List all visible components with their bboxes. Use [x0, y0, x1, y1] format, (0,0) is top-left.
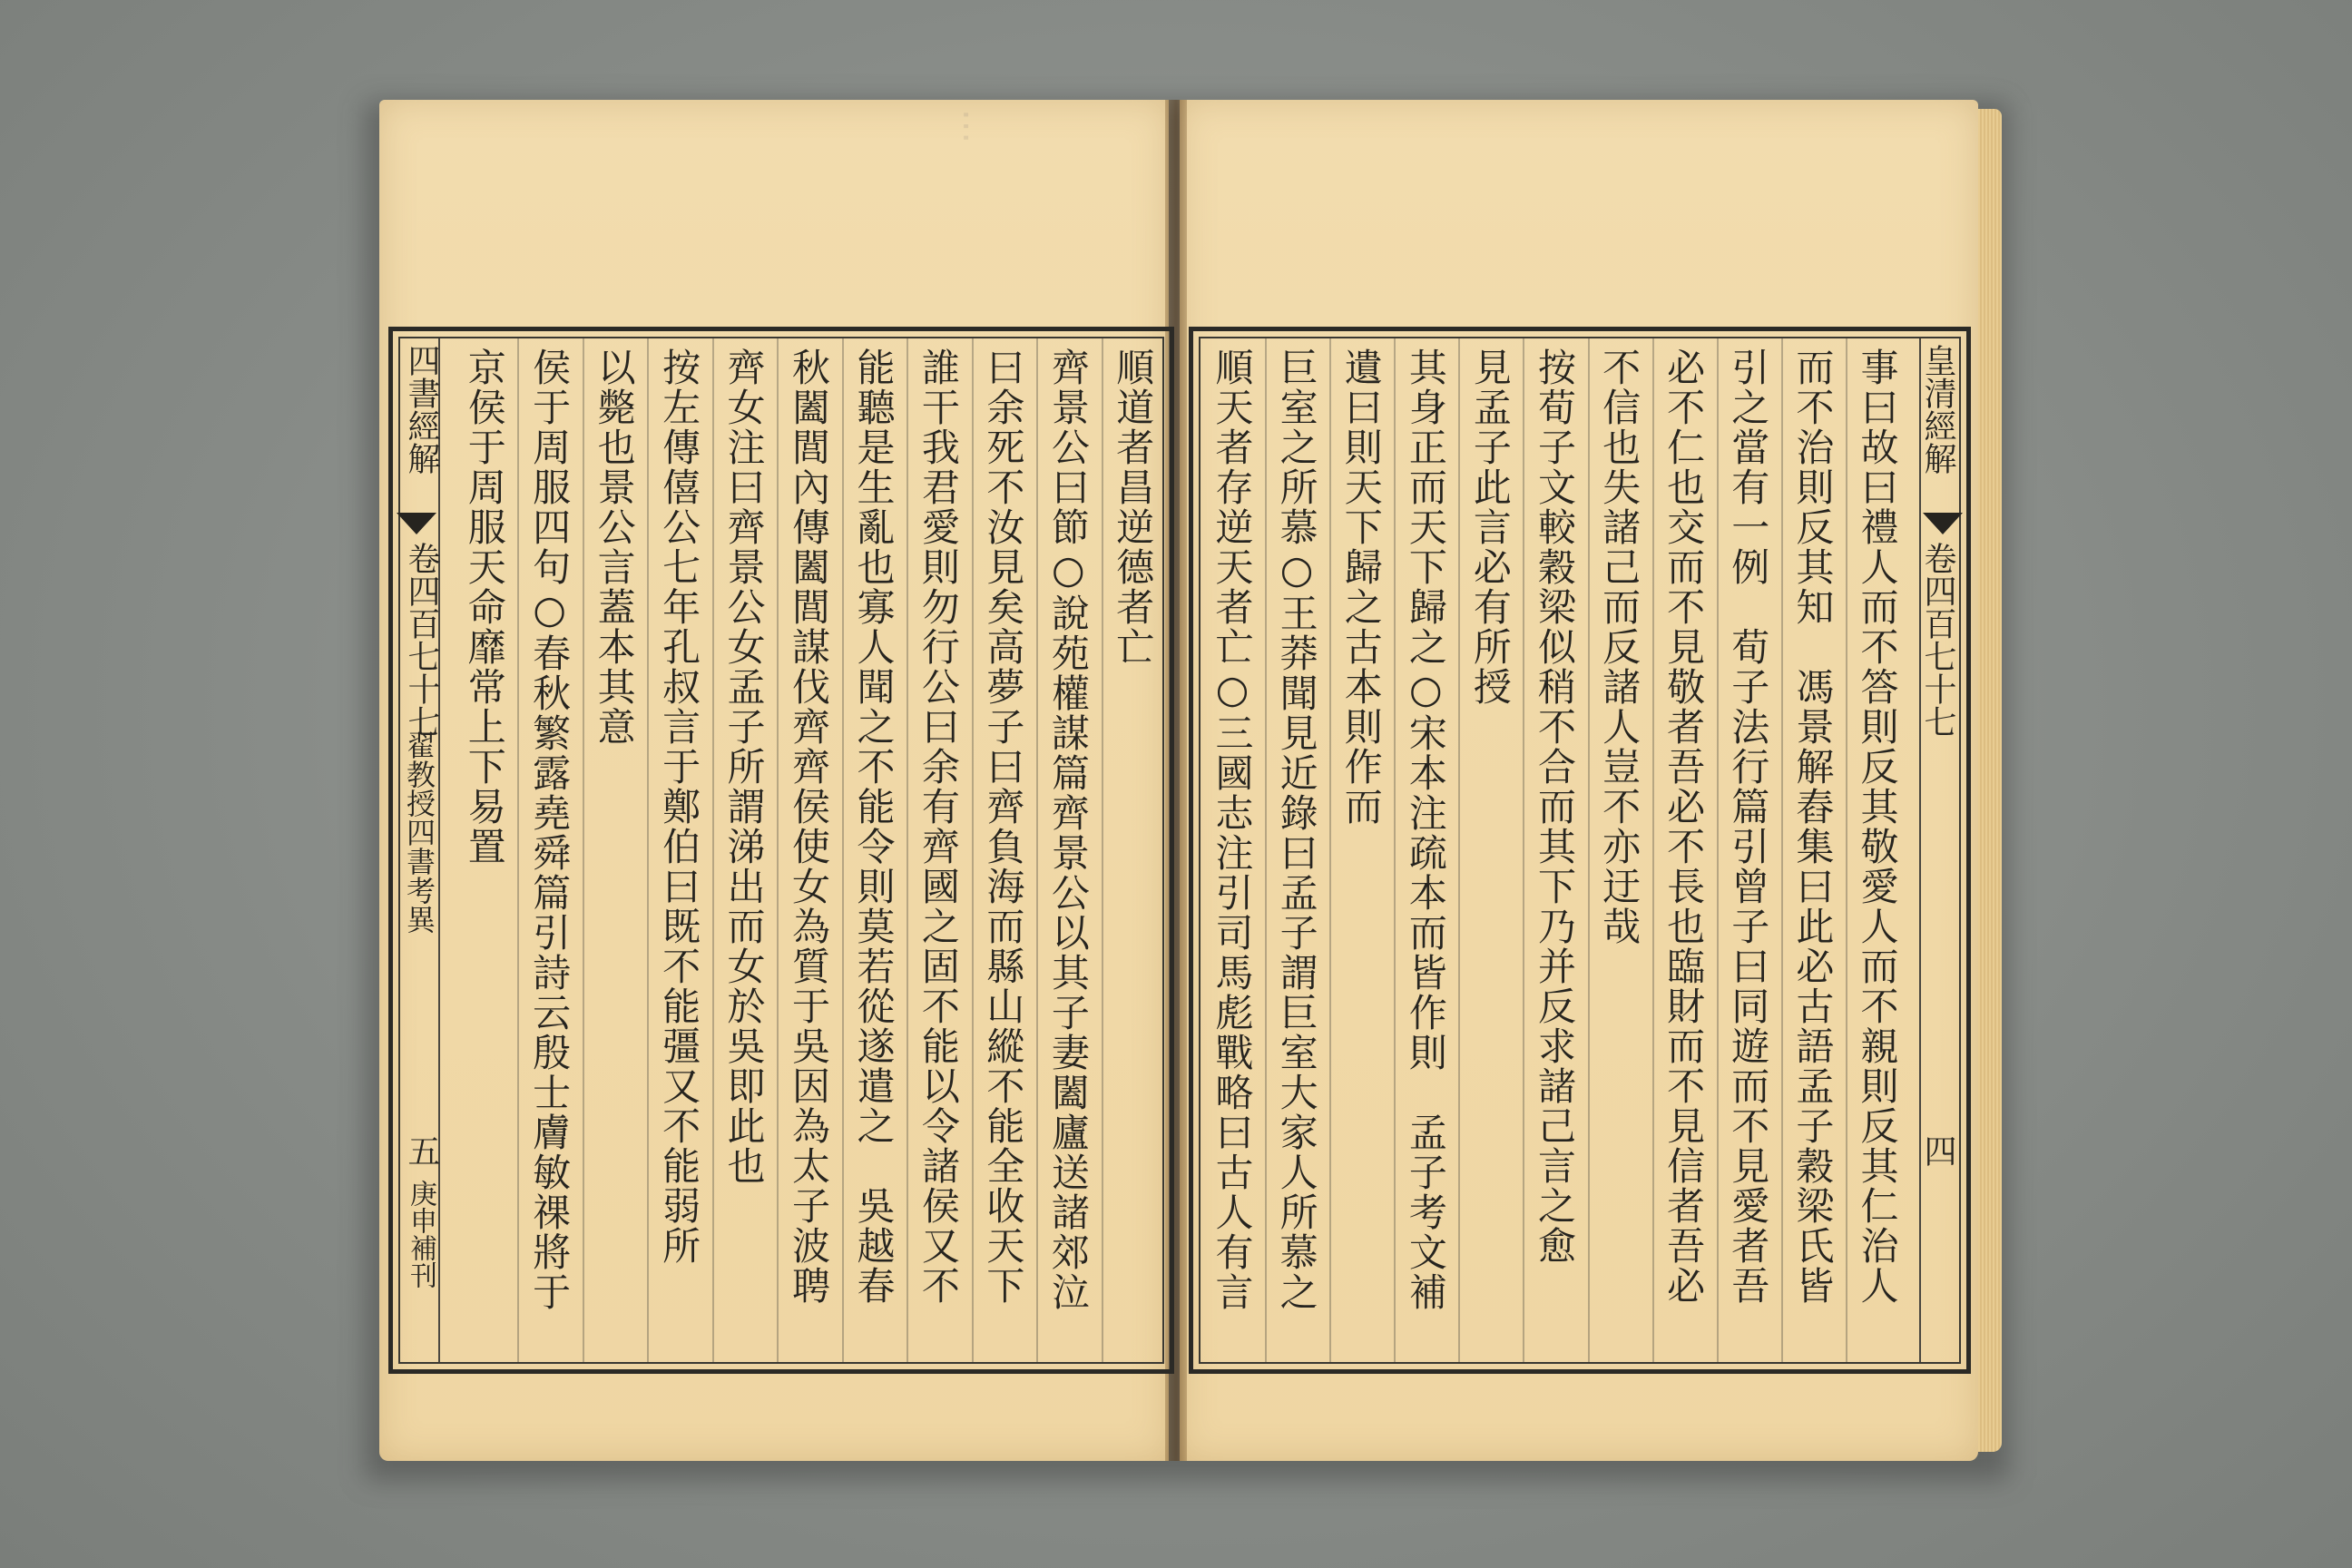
- column-rule: [1102, 338, 1103, 1362]
- banxin-volume: 卷四百七十七: [403, 542, 440, 738]
- column-rule: [1652, 338, 1654, 1362]
- column-rule: [1846, 338, 1847, 1362]
- text-column: 順天者存逆天者亡○三國志注引司馬彪戰略曰古人有言: [1210, 348, 1255, 1312]
- column-rule: [972, 338, 974, 1362]
- right-text-frame: [1189, 327, 1971, 1374]
- text-column: 誰干我君愛則勿行公曰余有齊國之固不能以令諸侯又不: [916, 348, 961, 1306]
- column-rule: [906, 338, 908, 1362]
- text-column: 以斃也景公言蓋本其意: [592, 348, 637, 747]
- column-rule: [517, 338, 519, 1362]
- column-rule: [1036, 338, 1038, 1362]
- text-column: 事曰故曰禮人而不答則反其敬愛人而不親則反其仁治人: [1855, 348, 1900, 1306]
- text-column: 順道者昌逆德者亡: [1111, 348, 1156, 667]
- bleed-through-marks: ‧‧‧: [944, 109, 985, 144]
- text-column: 必不仁也交而不見敬者吾必不長也臨財而不見信者吾必: [1661, 348, 1707, 1306]
- column-rule: [1588, 338, 1590, 1362]
- banxin-author: 翟教授四書考異: [402, 730, 436, 934]
- banxin-title: 四書經解: [403, 344, 440, 475]
- banxin-leaf-number: 五: [403, 1134, 440, 1167]
- column-rule: [777, 338, 779, 1362]
- column-rule: [1394, 338, 1396, 1362]
- left-text-frame: [388, 327, 1174, 1374]
- text-column: 侯于周服四句○春秋繁露堯舜篇引詩云殷士膚敏祼將于: [527, 348, 573, 1312]
- column-rule: [1265, 338, 1267, 1362]
- column-rule: [842, 338, 844, 1362]
- text-column: 京侯于周服天命靡常上下易置: [462, 348, 507, 867]
- text-column: 見孟子此言必有所授: [1467, 348, 1513, 707]
- column-rule: [1329, 338, 1331, 1362]
- text-column: 按荀子文較穀梁似稍不合而其下乃并反求諸己言之愈: [1533, 348, 1577, 1266]
- text-column: 能聽是生亂也寡人聞之不能令則莫若從遂遣之 吳越春: [851, 348, 897, 1306]
- column-rule: [1458, 338, 1460, 1362]
- column-rule: [1781, 338, 1783, 1362]
- text-column: 按左傳僖公七年孔叔言于鄭伯曰既不能彊又不能弱所: [657, 348, 702, 1266]
- column-rule: [583, 338, 584, 1362]
- banxin-edition: 庚申補刊: [405, 1180, 436, 1289]
- fish-tail-mark-right: [1923, 513, 1963, 534]
- banxin-rule-right: [1919, 338, 1921, 1362]
- text-column: 遺曰則天下歸之古本則作而: [1338, 348, 1384, 827]
- text-column: 曰余死不汝見矣高夢子曰齊負海而縣山縱不能全收天下: [981, 348, 1026, 1306]
- text-column: 巨室之所慕○王莽聞見近錄曰孟子謂巨室大家人所慕之: [1274, 348, 1319, 1312]
- column-rule: [712, 338, 714, 1362]
- text-column: 齊女注曰齊景公女孟子所謂涕出而女於吳即此也: [721, 348, 767, 1186]
- text-column: 不信也失諸己而反諸人豈不亦迂哉: [1597, 348, 1642, 946]
- page-edge-stack: [1978, 109, 2002, 1452]
- text-column: 其身正而天下歸之○宋本注疏本而皆作則 孟子考文補: [1403, 348, 1448, 1312]
- fish-tail-mark: [397, 513, 436, 534]
- column-rule: [647, 338, 649, 1362]
- banxin-title-right: 皇清經解: [1919, 344, 1956, 475]
- text-column: 秋闔閭內傳闔閭謀伐齊齊侯使女為質于吳因為太子波聘: [787, 348, 831, 1306]
- text-column: 而不治則反其知 馮景解舂集曰此必古語孟子穀梁氏皆: [1790, 348, 1836, 1306]
- banxin-leaf-number-right: 四: [1919, 1134, 1956, 1167]
- column-rule: [1523, 338, 1524, 1362]
- column-rule: [1717, 338, 1719, 1362]
- text-column: 齊景公曰節○說苑權謀篇齊景公以其子妻闔廬送諸郊泣: [1045, 348, 1091, 1312]
- banxin-volume-right: 卷四百七十七: [1919, 542, 1956, 738]
- text-column: 引之當有一例 荀子法行篇引曾子曰同遊而不見愛者吾: [1726, 348, 1771, 1306]
